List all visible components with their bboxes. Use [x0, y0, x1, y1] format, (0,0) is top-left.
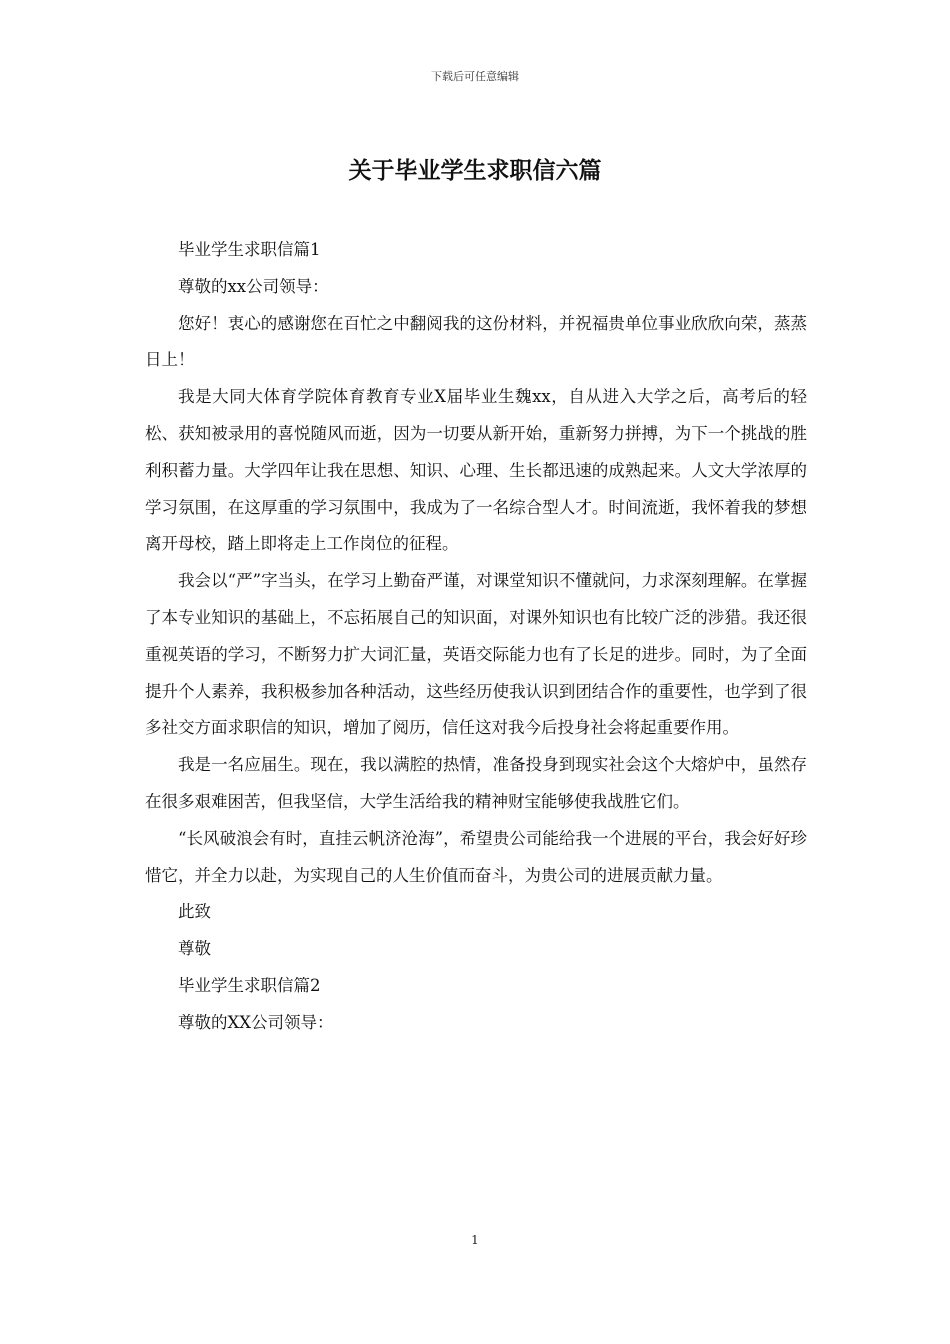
paragraph: 此致 — [178, 902, 211, 922]
page-number: 1 — [471, 1233, 479, 1247]
paragraph: 毕业学生求职信篇2 — [178, 975, 321, 995]
paragraph: “长风破浪会有时，直挂云帆济沧海”，希望贵公司能给我一个进展的平台，我会好好珍惜它，并全力以赴，为实现自己的人生价值而奋斗，为贵公司的进展贡献力量。 — [145, 828, 807, 885]
header-note: 下载后可任意编辑 — [431, 70, 519, 83]
paragraph: 尊敬的XX公司领导： — [178, 1012, 334, 1032]
paragraph: 我是大同大体育学院体育教育专业X届毕业生魏xx，自从进入大学之后，高考后的轻松、获知被录用的喜悦随风而逝，因为一切要从新开始，重新努力拼搏，为下一个挑战的胜利积蓄力量。大学四年让我在思想、知识、心理、生长都迅速的成熟起来。人文大学浓厚的学习氛围，在这厚重的学习氛围中，我成为了一名综合型人才。时间流逝，我怀着我的梦想离开母校，踏上即将走上工作岗位的征程。 — [145, 387, 807, 554]
paragraph: 我是一名应届生。现在，我以满腔的热情，准备投身到现实社会这个大熔炉中，虽然存在很多艰难困苦，但我坚信，大学生活给我的精神财宝能够使我战胜它们。 — [145, 755, 807, 811]
paragraph: 毕业学生求职信篇1 — [178, 240, 321, 259]
paragraph: 您好！衷心的感谢您在百忙之中翻阅我的这份材料，并祝福贵单位事业欣欣向荣，蒸蒸日上！ — [145, 313, 807, 370]
paragraph: 我会以“严”字当头，在学习上勤奋严谨，对课堂知识不懂就问，力求深刻理解。在掌握了本专业知识的基础上，不忘拓展自己的知识面，对课外知识也有比较广泛的涉猎。我还很重视英语的学习，不断努力扩大词汇量，英语交际能力也有了长足的进步。同时，为了全面提升个人素养，我积极参加各种活动，这些经历使我认识到团结合作的重要性，也学到了很多社交方面求职信的知识，增加了阅历，信任这对我今后投身社会将起重要作用。 — [145, 571, 807, 738]
paragraph: 尊敬 — [178, 939, 211, 959]
document-title: 关于毕业学生求职信六篇 — [348, 157, 602, 184]
paragraph: 尊敬的xx公司领导： — [178, 276, 329, 296]
document-body — [145, 232, 807, 1042]
